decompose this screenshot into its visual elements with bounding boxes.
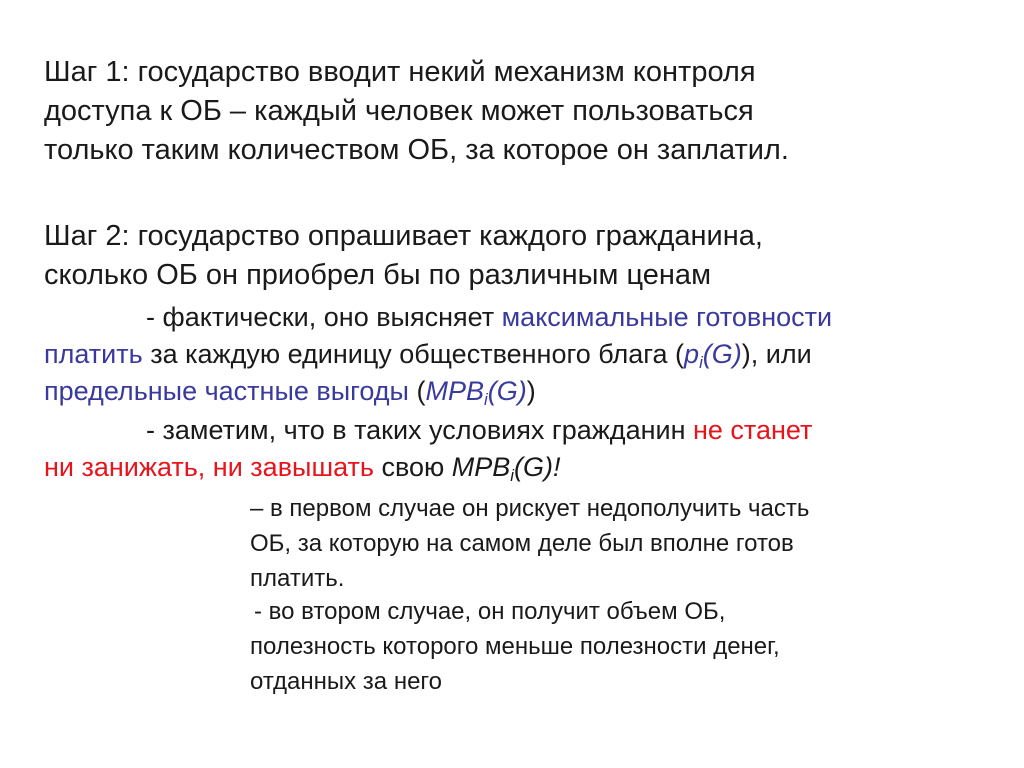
step1-line: доступа к ОБ – каждый человек может пользоваться <box>44 95 754 127</box>
case2-line: полезность которого меньше полезности денег, <box>250 633 780 660</box>
point1-paragraph <box>44 299 832 410</box>
red-emphasis-part-a: не станет <box>693 415 813 445</box>
wtp-term-part-a: максимальные готовности <box>501 302 833 332</box>
step2-line: сколько ОБ он приобрел бы по различным ценам <box>44 259 711 291</box>
step1-line: Шаг 1: государство вводит некий механизм контроля <box>44 56 756 88</box>
case1-line: ОБ, за которую на самом деле был вполне готов <box>250 530 794 557</box>
step1-line: только таким количеством ОБ, за которое он заплатил. <box>44 134 789 166</box>
case2-paragraph <box>250 594 780 699</box>
point2-own: свою <box>373 452 452 482</box>
point1-line-1 <box>44 299 832 336</box>
point2-prefix: - заметим, что в таких условиях гражданин <box>146 415 693 445</box>
p-symbol: p <box>684 339 700 369</box>
point1-after-p: ), или <box>741 339 812 369</box>
point1-line-3 <box>44 373 832 410</box>
point2-line-2 <box>44 449 812 486</box>
mpb-subscript: i <box>483 390 488 410</box>
case1-line: – в первом случае он рискует недополучить часть <box>250 495 810 522</box>
mpb-argument: (G) <box>487 376 527 406</box>
open-paren: ( <box>408 376 426 406</box>
red-emphasis-part-b: ни занижать, ни завышать <box>44 452 374 482</box>
case1-line: платить. <box>250 565 345 592</box>
point1-mid: за каждую единицу общественного блага ( <box>142 339 685 369</box>
point2-line-1 <box>44 412 812 449</box>
point2-paragraph <box>44 412 812 486</box>
wtp-term-part-b: платить <box>44 339 143 369</box>
mpb-term: предельные частные выгоды <box>44 376 409 406</box>
case1-paragraph <box>250 491 809 596</box>
mpb-symbol-2: MPB <box>451 452 511 482</box>
step1-paragraph <box>44 53 789 170</box>
p-argument: (G) <box>702 339 742 369</box>
mpb-symbol: MPB <box>425 376 484 406</box>
mpb-subscript-2: i <box>510 466 515 486</box>
p-subscript: i <box>699 353 703 373</box>
step2-line: Шаг 2: государство опрашивает каждого гражданина, <box>44 220 763 252</box>
close-paren: ) <box>526 376 536 406</box>
point1-line-2 <box>44 336 832 373</box>
mpb-argument-2: (G)! <box>514 452 561 482</box>
step2-paragraph <box>44 217 763 295</box>
case2-line: отданных за него <box>250 668 442 695</box>
point1-prefix: - фактически, оно выясняет <box>146 302 502 332</box>
case2-line: - во втором случае, он получит объем ОБ, <box>254 598 726 625</box>
